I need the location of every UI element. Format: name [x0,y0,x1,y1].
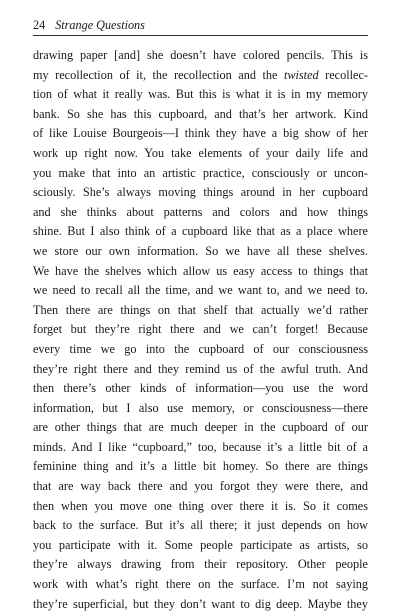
text-line [33,281,368,301]
text-line [33,555,368,575]
text-segment: we store our own information. So we have all these shelves. [33,243,368,258]
text-line [33,516,368,536]
text-segment: they’re superficial, but they don’t want to dig deep. Maybe they [33,596,368,611]
text-segment: they’re always drawing from their repository. Other people [33,557,368,572]
text-line [33,497,368,517]
text-line [33,301,368,321]
text-line [33,164,368,184]
text-line [33,222,368,242]
text-line [33,46,368,66]
text-segment: my recollection of it, the recollection and the [33,67,284,82]
text-line [33,242,368,262]
body-text [33,46,368,614]
text-line [33,85,368,105]
text-line [33,203,368,223]
text-segment: that are way back there and you forgot they were there, and [33,479,368,494]
text-segment: shine. But I also think of a cupboard like that as a place where [33,224,368,239]
text-line [33,124,368,144]
text-line [33,438,368,458]
text-segment: We have the shelves which allow us easy access to things that [33,263,368,278]
text-line [33,399,368,419]
text-segment: back to the surface. But it’s all there; it just depends on how [33,518,368,533]
text-segment: then when you move one thing over there it is. So it comes [33,498,368,513]
text-line [33,262,368,282]
text-line [33,575,368,595]
text-line [33,360,368,380]
text-segment: minds. And I like “cupboard,” too, because it’s a little bit of a [33,439,368,454]
text-line [33,536,368,556]
page-number: 24 [33,18,46,32]
text-line [33,595,368,614]
text-segment: and she thinks about patterns and colors and how things [33,204,368,219]
text-segment: are other things that are much deeper in the cupboard of our [33,420,368,435]
italic-word: twisted [283,67,319,82]
text-segment: then there’s other kinds of information—you use the word [33,381,368,396]
text-segment: you participate with it. Some people participate as artists, so [33,537,368,552]
text-segment: work up right now. You take elements of your daily life and [33,145,368,160]
text-line [33,457,368,477]
text-segment: work with what’s right there on the surface. I’m not saying [33,577,368,592]
text-line [33,418,368,438]
text-segment: drawing paper [and] she doesn’t have colored pencils. This is [33,48,368,62]
text-line [33,379,368,399]
text-segment: bank. So she has this cupboard, and that’s her artwork. Kind [33,106,368,121]
text-segment: sciously. She’s always moving things around in her cupboard [33,185,368,200]
text-line [33,340,368,360]
text-segment: tion of what it really was. But this is what it is in my memory [33,87,368,102]
text-segment: Then there are things on that shelf that actually we’d rather [33,302,368,317]
text-segment: they’re right there and they remind us of the awful truth. And [33,361,368,376]
text-segment: we need to recall all the time, and we want to, and we need to. [33,283,368,298]
text-segment: recollec- [318,67,368,82]
text-segment: information, but I also use memory, or consciousness—there [33,400,368,415]
running-head [33,18,368,36]
text-segment: you make that into an artistic practice, consciously or uncon- [33,165,368,180]
text-line [33,183,368,203]
text-line [33,320,368,340]
text-line [33,66,368,86]
text-segment: every time we go into the cupboard of our consciousness [33,341,368,356]
text-segment: feminine thing and it’s a little bit homey. So there are things [33,459,368,474]
text-segment: forget but they’re right there and we can’t forget! Because [33,322,368,337]
text-segment: of like Louise Bourgeois—I think they have a big show of her [33,126,368,141]
text-line [33,105,368,125]
book-title: Strange Questions [55,18,145,32]
text-line [33,477,368,497]
text-line [33,144,368,164]
